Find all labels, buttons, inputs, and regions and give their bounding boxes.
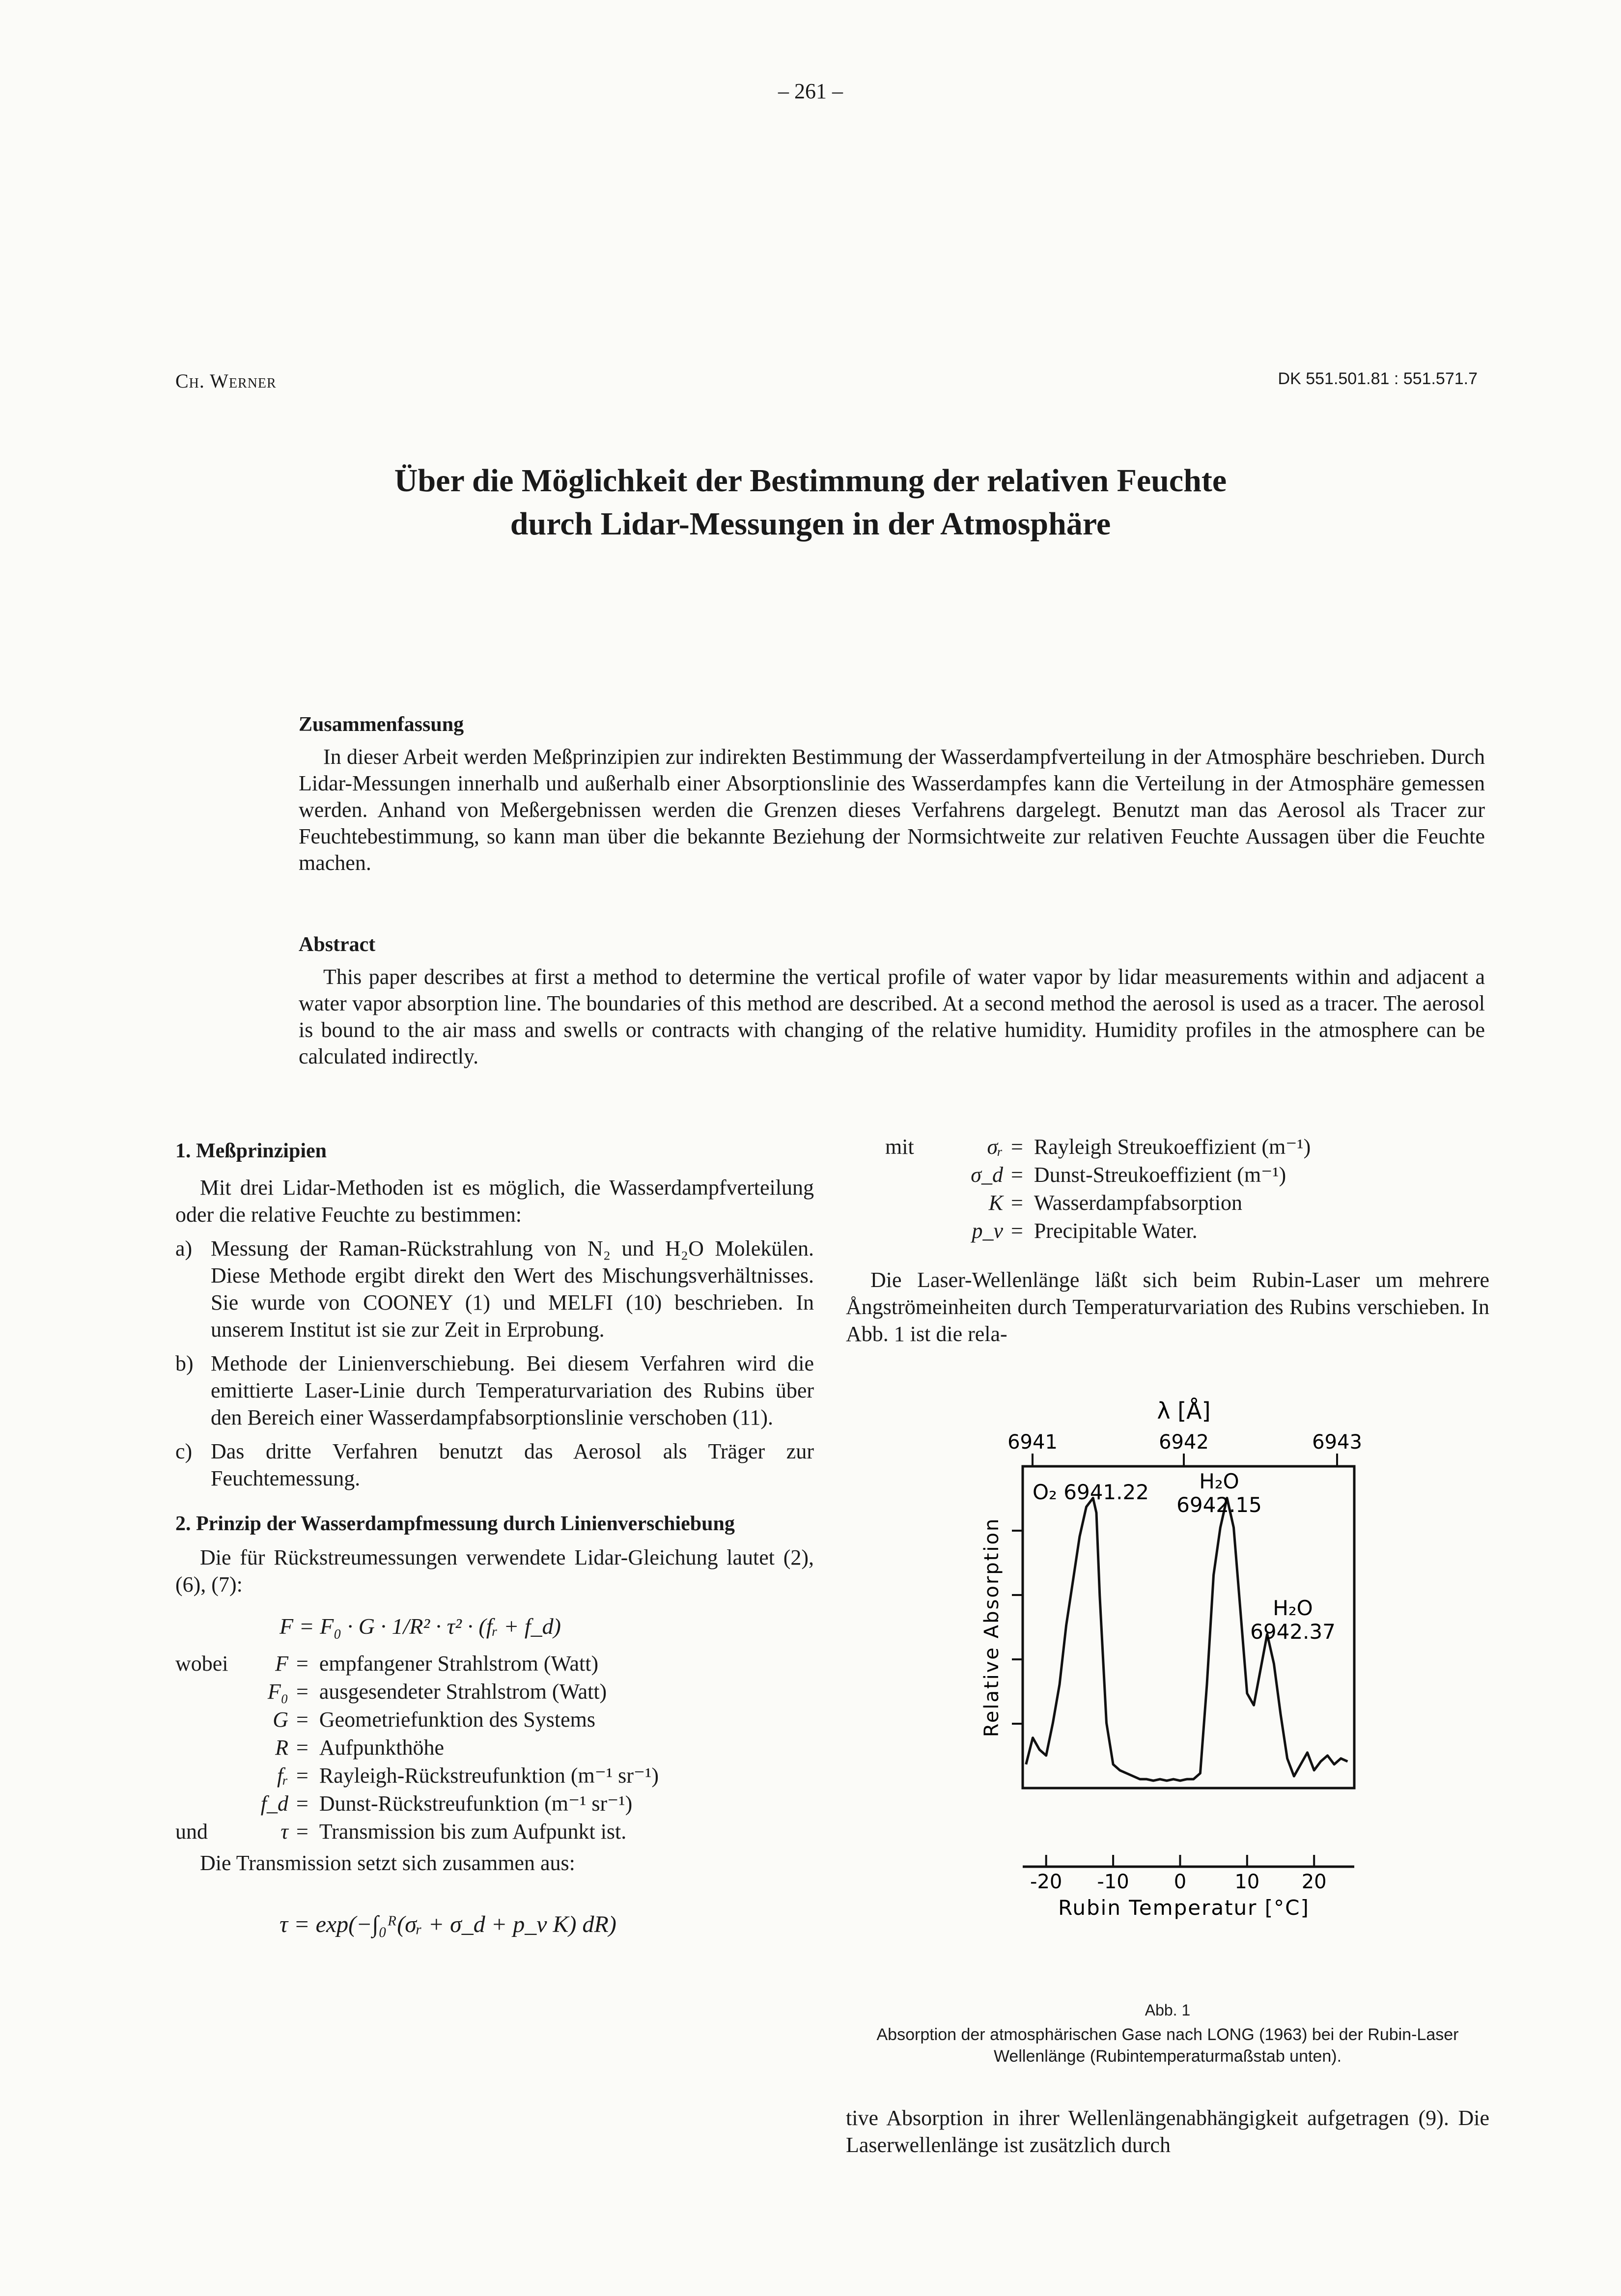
figure-caption: Absorption der atmosphärischen Gase nach LONG (1963) bei der Rubin-Laser Wellenlänge (Rubintemperaturmaßstab unten). bbox=[876, 2025, 1459, 2066]
right-column-top bbox=[846, 1133, 1489, 1347]
lidar-equation: F = F₀ · G · 1/R² · τ² · (fᵣ + f_d) bbox=[279, 1614, 561, 1639]
definition-row bbox=[846, 1133, 1311, 1161]
x-tick-label: 0 bbox=[1174, 1871, 1187, 1893]
y-axis-label: Relative Absorption bbox=[980, 1517, 1003, 1737]
equals-sign: = bbox=[1011, 1219, 1023, 1243]
definition-symbol: σ_d bbox=[971, 1163, 1003, 1187]
definition-row bbox=[175, 1706, 659, 1734]
definition-desc: Rayleigh Streukoeffizient (m⁻¹) bbox=[1034, 1135, 1311, 1159]
equals-sign: = bbox=[296, 1708, 308, 1732]
list-item-label: c) bbox=[175, 1439, 193, 1463]
definition-row bbox=[846, 1189, 1311, 1217]
definition-symbol: K bbox=[988, 1191, 1003, 1215]
definition-symbol: F bbox=[275, 1652, 288, 1676]
page-number: – 261 – bbox=[778, 79, 843, 103]
top-tick-label: 6942 bbox=[1159, 1431, 1209, 1454]
definition-desc: empfangener Strahlstrom (Watt) bbox=[319, 1652, 599, 1676]
section-2-heading: 2. Prinzip der Wasserdampfmessung durch Linienverschiebung bbox=[175, 1512, 735, 1535]
abstract bbox=[299, 931, 1485, 1070]
figure-label: Abb. 1 bbox=[1145, 2001, 1191, 2019]
definition-symbol: fᵣ bbox=[277, 1764, 288, 1788]
page-title bbox=[0, 459, 1621, 546]
definition-desc: Aufpunkthöhe bbox=[319, 1736, 445, 1760]
list-item bbox=[175, 1235, 814, 1343]
list-item-label: b) bbox=[175, 1351, 194, 1375]
top-axis-label: λ [Å] bbox=[1157, 1398, 1211, 1424]
definition-row bbox=[175, 1650, 659, 1678]
equals-sign: = bbox=[296, 1764, 308, 1788]
section-1-intro: Mit drei Lidar-Methoden ist es möglich, die Wasserdampfverteilung oder die relative Feuchte zu bestimmen: bbox=[175, 1176, 814, 1227]
definition-symbol: σᵣ bbox=[987, 1135, 1003, 1159]
title-line-2: durch Lidar-Messungen in der Atmosphäre bbox=[510, 506, 1111, 542]
x-tick-label: -10 bbox=[1097, 1871, 1129, 1893]
definition-desc: Dunst-Streukoeffizient (m⁻¹) bbox=[1034, 1163, 1286, 1187]
definition-symbol: f_d bbox=[260, 1792, 288, 1816]
definition-row bbox=[846, 1161, 1311, 1189]
x-tick-label: -20 bbox=[1030, 1871, 1062, 1893]
author: Ch. Werner bbox=[175, 370, 277, 392]
title-line-1: Über die Möglichkeit der Bestimmung der relativen Feuchte bbox=[394, 463, 1227, 499]
equals-sign: = bbox=[296, 1736, 308, 1760]
right-paragraph-1: Die Laser-Wellenlänge läßt sich beim Rubin-Laser um mehrere Ångströmeinheiten durch Temperaturvariation des Rubins verschieben. In Abb. 1 ist die rela- bbox=[846, 1268, 1489, 1346]
right-column-bottom bbox=[846, 2104, 1489, 2158]
definition-row bbox=[175, 1818, 659, 1846]
definition-desc: Wasserdampfabsorption bbox=[1034, 1191, 1242, 1215]
abstract-text: This paper describes at first a method to determine the vertical profile of water vapor by lidar measurements within and adjacent a water vapor absorption line. The boundaries of this method are described. At a second method the aerosol is used as a tracer. The aerosol is bound to the air mass and swells or contracts with changing of the relative humidity. Humidity profiles in the atmosphere can be calculated indirectly. bbox=[299, 965, 1485, 1068]
definition-row bbox=[175, 1678, 659, 1706]
zusammenfassung-text: In dieser Arbeit werden Meßprinzipien zur indirekten Bestimmung der Wasserdampfverteilung in der Atmosphäre beschrieben. Durch Lidar-Messungen innerhalb und außerhalb einer Absorptionslinie des Wasserdampfes kann die Verteilung in der Atmosphäre gemessen werden. Anhand von Meßergebnissen werden die Grenzen dieses Verfahrens dargelegt. Benutzt man das Aerosol als Tracer zur Feuchtebestimmung, so kann man über die bekannte Beziehung der Normsichtweite zur relativen Feuchte Aussagen über die Feuchte machen. bbox=[299, 745, 1485, 875]
peak-annotation-line-2: 6942.15 bbox=[1176, 1493, 1262, 1517]
equals-sign: = bbox=[1011, 1163, 1023, 1187]
mit-definitions-table bbox=[846, 1133, 1311, 1245]
definition-desc: Precipitable Water. bbox=[1034, 1219, 1198, 1243]
equals-sign: = bbox=[1011, 1191, 1023, 1215]
equals-sign: = bbox=[1011, 1135, 1023, 1159]
definition-desc: Transmission bis zum Aufpunkt ist. bbox=[319, 1820, 627, 1844]
equals-sign: = bbox=[296, 1820, 308, 1844]
list-item bbox=[175, 1438, 814, 1492]
zusammenfassung-heading: Zusammenfassung bbox=[299, 713, 464, 736]
x-tick-label: 10 bbox=[1234, 1871, 1260, 1893]
section-1-heading: 1. Meßprinzipien bbox=[175, 1140, 327, 1162]
definitions-last-lead: und bbox=[175, 1820, 208, 1844]
section-2-intro: Die für Rückstreumessungen verwendete Lidar-Gleichung lautet (2), (6), (7): bbox=[175, 1545, 814, 1596]
transmission-equation: τ = exp(−∫₀ᴿ(σᵣ + σ_d + p_v K) dR) bbox=[279, 1911, 616, 1937]
left-column bbox=[175, 1138, 814, 1938]
peak-annotation-line-1: H₂O bbox=[1199, 1469, 1239, 1493]
list-item-text: Messung der Raman-Rückstrahlung von N₂ und H₂O Molekülen. Diese Methode ergibt direkt den Wert des Mischungsverhältnisses. Sie wurde von COONEY (1) und MELFI (10) beschrieben. In unserem Institut ist sie zur Zeit in Erprobung. bbox=[211, 1236, 814, 1342]
definitions-table bbox=[175, 1650, 659, 1846]
definition-desc: Dunst-Rückstreufunktion (m⁻¹ sr⁻¹) bbox=[319, 1792, 633, 1816]
list-item-label: a) bbox=[175, 1236, 193, 1260]
definition-symbol: G bbox=[273, 1708, 288, 1732]
equals-sign: = bbox=[296, 1680, 308, 1704]
definition-symbol: p_v bbox=[972, 1219, 1003, 1243]
peak-annotation-line-2: 6942.37 bbox=[1250, 1620, 1336, 1644]
top-tick-label: 6941 bbox=[1007, 1431, 1058, 1454]
abstract-heading: Abstract bbox=[299, 933, 376, 956]
definition-symbol: F₀ bbox=[267, 1680, 288, 1704]
x-axis-label: Rubin Temperatur [°C] bbox=[1058, 1896, 1310, 1920]
definitions-lead: wobei bbox=[175, 1652, 228, 1676]
peak-annotation-line-1: H₂O bbox=[1273, 1596, 1313, 1620]
top-tick-label: 6943 bbox=[1312, 1431, 1362, 1454]
peak-annotation-line-1: O₂ 6941.22 bbox=[1033, 1480, 1149, 1504]
definition-symbol: τ bbox=[280, 1820, 288, 1844]
definition-row bbox=[175, 1734, 659, 1762]
definition-row bbox=[846, 1217, 1311, 1245]
right-paragraph-2: tive Absorption in ihrer Wellenlängenabhängigkeit aufgetragen (9). Die Laserwellenlänge ist zusätzlich durch bbox=[846, 2106, 1489, 2157]
x-tick-label: 20 bbox=[1301, 1871, 1327, 1893]
list-item-text: Das dritte Verfahren benutzt das Aerosol als Träger zur Feuchtemessung. bbox=[211, 1439, 814, 1490]
mit-lead: mit bbox=[885, 1135, 914, 1159]
definition-desc: Rayleigh-Rückstreufunktion (m⁻¹ sr⁻¹) bbox=[319, 1764, 659, 1788]
list-item bbox=[175, 1350, 814, 1431]
definition-desc: Geometriefunktion des Systems bbox=[319, 1708, 595, 1732]
list-item-text: Methode der Linienverschiebung. Bei diesem Verfahren wird die emittierte Laser-Linie durch Temperaturvariation des Rubins über den Bereich einer Wasserdampfabsorptionslinie verschoben (11). bbox=[211, 1351, 814, 1429]
absorption-chart bbox=[846, 1385, 1489, 1989]
transmission-intro: Die Transmission setzt sich zusammen aus: bbox=[200, 1851, 575, 1875]
definition-desc: ausgesendeter Strahlstrom (Watt) bbox=[319, 1680, 607, 1704]
definition-row bbox=[175, 1762, 659, 1790]
zusammenfassung bbox=[299, 711, 1485, 876]
figure-caption-block bbox=[846, 1999, 1489, 2067]
definition-symbol: R bbox=[275, 1736, 288, 1760]
equals-sign: = bbox=[296, 1652, 308, 1676]
dk-number: DK 551.501.81 : 551.571.7 bbox=[1278, 369, 1478, 388]
definition-row bbox=[175, 1790, 659, 1818]
equals-sign: = bbox=[296, 1792, 308, 1816]
